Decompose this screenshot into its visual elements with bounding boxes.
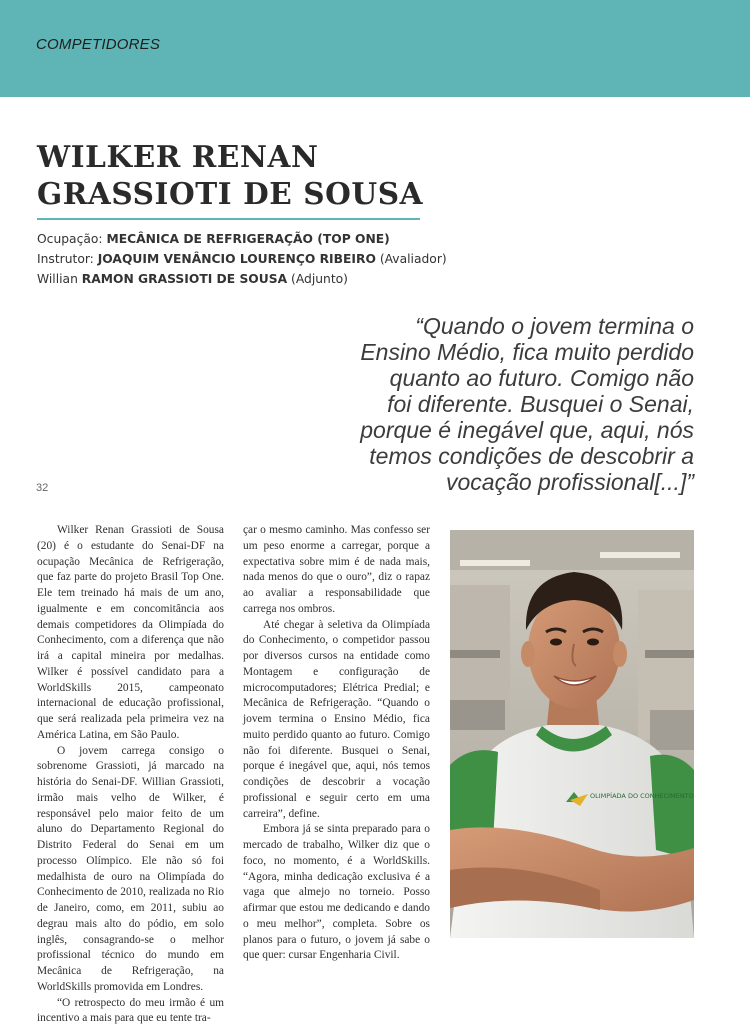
- section-label: COMPETIDORES: [36, 36, 160, 53]
- page-number: 32: [36, 482, 48, 494]
- paragraph: “O retrospecto do meu irmão é um incentivo a mais para que eu tente tra-: [37, 996, 224, 1027]
- article-title: [37, 138, 457, 212]
- instructor-line: Instrutor: JOAQUIM VENÂNCIO LOURENÇO RIBEIRO (Avaliador): [37, 249, 557, 269]
- title-line: WILKER RENAN: [37, 138, 457, 175]
- adjunct-line: Willian RAMON GRASSIOTI DE SOUSA (Adjunto): [37, 269, 557, 289]
- section-banner: [0, 0, 750, 97]
- pull-quote-line: quanto ao futuro. Comigo não: [274, 365, 694, 391]
- title-divider: [37, 218, 420, 220]
- article-column-2: [243, 523, 430, 964]
- paragraph: Embora já se sinta preparado para o mercado de trabalho, Wilker diz que o foco, no momento, é a WorldSkills. “Agora, minha dedicação exclusiva é a vaga que almejo no torneio. Posso afirmar que estou me dedicando e dando o meu melhor”, completa. Sobre os planos para o futuro, o jovem já sabe o que quer: cursar Engenharia Civil.: [243, 822, 430, 964]
- pull-quote-line: temos condições de descobrir a: [274, 443, 694, 469]
- pull-quote-line: porque é inegável que, aqui, nós: [274, 417, 694, 443]
- occupation-line: Ocupação: MECÂNICA DE REFRIGERAÇÃO (TOP ONE): [37, 229, 557, 249]
- pull-quote-line: vocação profissional[...]”: [274, 469, 694, 495]
- paragraph: Até chegar à seletiva da Olimpíada do Conhecimento, o competidor passou por diversos cursos na entidade como Montagem e configuração de microcomputadores; Elétrica Predial; e Mecânica de Refrigeração. “Quando o jovem termina o Ensino Médio, fica muito perdido quanto ao futuro. Comigo não foi diferente. Busquei o Senai, porque é inegável que, aqui, nós temos condições de descobrir a vocação profissional e seguir certo em uma carreira”, define.: [243, 618, 430, 823]
- credits-block: [37, 229, 557, 289]
- pull-quote-line: foi diferente. Busquei o Senai,: [274, 391, 694, 417]
- shirt-logo-text: OLIMPÍADA DO CONHECIMENTO: [590, 791, 694, 800]
- paragraph: Wilker Renan Grassioti de Sousa (20) é o estudante do Senai-DF na ocupação Mecânica de Refrigeração, que faz parte do projeto Brasil Top One. Ele tem treinado há mais de um ano, igualmente e em concomitância aos demais competidores da Olimpíada do Conhecimento, com a diferença que não irá a capital mineira por medalhas. Wilker é possível candidato para a WorldSkills 2015, campeonato internacional de educação profissional, que será realizada pela primeira vez na América Latina, em São Paulo.: [37, 523, 224, 744]
- pull-quote-line: Ensino Médio, fica muito perdido: [274, 339, 694, 365]
- paragraph: O jovem carrega consigo o sobrenome Grassioti, já marcado na história do Senai-DF. Willian Grassioti, irmão mais velho de Wilker, é responsável pelo maior feito de um aluno do Departamento Regional do Distrito Federal do Senai em um processo Olímpico. Ele não só foi medalhista de ouro na Olimpíada do Conhecimento de 2010, realizada no Rio de Janeiro, como, em 2011, subiu ao degrau mais alto do pódio, em solo inglês, consagrando-se o melhor profissional técnico do mundo em Mecânica de Refrigeração, na WorldSkills promovida em Londres.: [37, 744, 224, 996]
- paragraph: çar o mesmo caminho. Mas confesso ser um peso enorme a carregar, porque a expectativa sobre mim é de nada mais, nada menos do que o ouro”, diz o rapaz ao avaliar a responsabilidade que carrega nos ombros.: [243, 523, 430, 618]
- competitor-photo: [450, 530, 694, 938]
- title-line: GRASSIOTI DE SOUSA: [37, 175, 457, 212]
- pull-quote-line: “Quando o jovem termina o: [274, 313, 694, 339]
- pull-quote: [274, 313, 694, 495]
- portrait-illustration: [450, 530, 694, 938]
- article-column-1: [37, 523, 224, 1027]
